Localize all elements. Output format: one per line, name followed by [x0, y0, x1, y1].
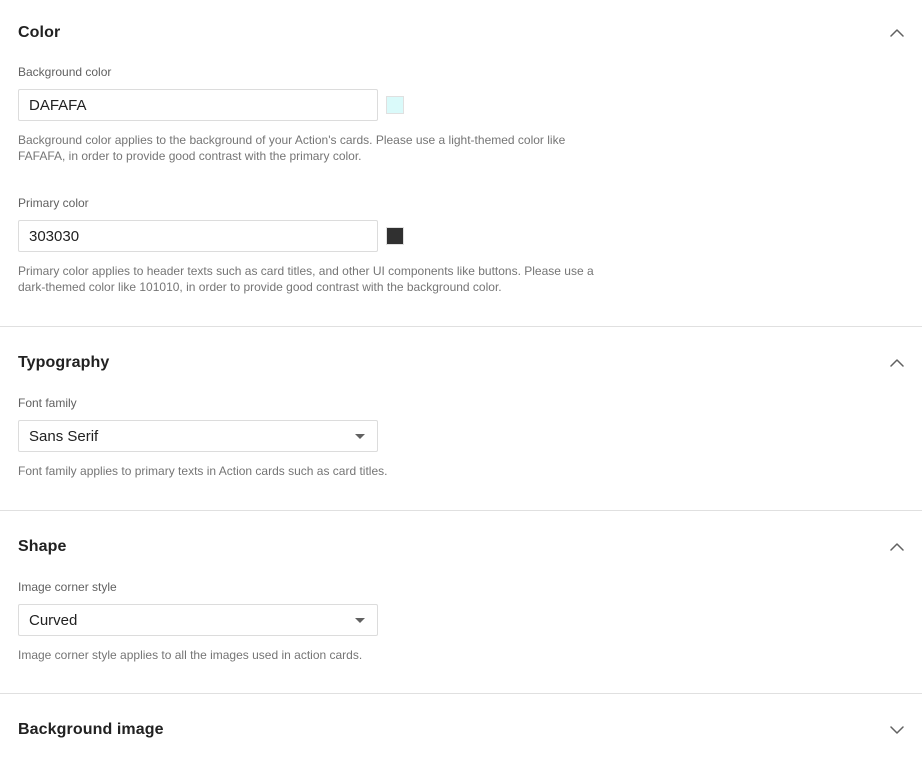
primary-color-label: Primary color [18, 196, 89, 210]
section-background-image-title: Background image [18, 721, 164, 738]
chevron-up-icon[interactable] [890, 29, 904, 37]
background-color-help-text: Background color applies to the background of your Action's cards. Please use a light-themed color like FAFAFA, in order to provide good contrast with the primary color. [18, 133, 566, 163]
background-color-swatch [386, 96, 404, 114]
font-family-select[interactable] [18, 420, 378, 452]
background-color-input-row [18, 89, 904, 121]
section-background-image-header[interactable] [18, 722, 904, 738]
section-shape-header[interactable] [18, 539, 904, 555]
image-corner-style-label: Image corner style [18, 580, 117, 594]
primary-color-swatch [386, 227, 404, 245]
primary-color-input-row [18, 220, 904, 252]
section-color-header[interactable] [18, 25, 904, 41]
dropdown-arrow-icon [355, 434, 365, 439]
section-color [0, 25, 922, 326]
primary-color-input[interactable] [18, 220, 378, 252]
background-color-input[interactable] [18, 89, 378, 121]
font-family-label: Font family [18, 396, 77, 410]
section-background-image [0, 722, 922, 738]
section-typography [0, 355, 922, 510]
section-color-title: Color [18, 24, 61, 41]
chevron-down-icon[interactable] [890, 726, 904, 734]
section-typography-title: Typography [18, 354, 110, 371]
background-color-label: Background color [18, 65, 112, 79]
image-corner-style-help-text: Image corner style applies to all the images used in action cards. [18, 648, 363, 662]
dropdown-arrow-icon [355, 618, 365, 623]
section-divider [0, 693, 922, 694]
font-family-selected-value: Sans Serif [29, 427, 99, 445]
image-corner-style-select[interactable] [18, 604, 378, 636]
image-corner-style-selected-value: Curved [29, 611, 78, 629]
section-shape-title: Shape [18, 538, 67, 555]
primary-color-help-text: Primary color applies to header texts such as card titles, and other UI components like buttons. Please use a dark-themed color like 101010, in order to provide good contrast with the background color. [18, 264, 594, 294]
chevron-up-icon[interactable] [890, 359, 904, 367]
chevron-up-icon[interactable] [890, 543, 904, 551]
font-family-help-text: Font family applies to primary texts in Action cards such as card titles. [18, 464, 388, 478]
section-divider [0, 326, 922, 327]
section-divider [0, 510, 922, 511]
section-shape [0, 539, 922, 693]
section-typography-header[interactable] [18, 355, 904, 371]
